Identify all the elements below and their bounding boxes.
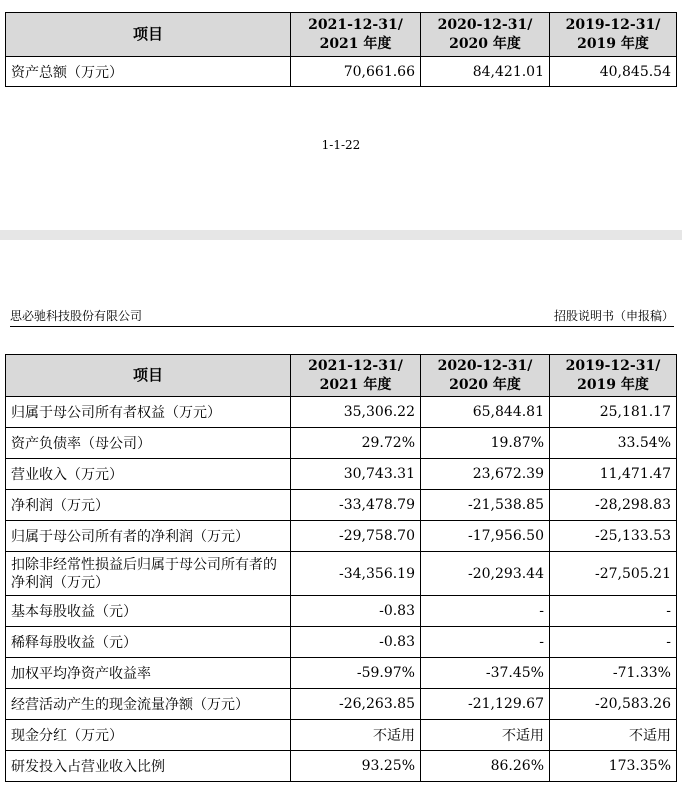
- header-2021: 2021-12-31/ 2021 年度: [291, 355, 421, 397]
- value-2019: 173.35%: [550, 751, 677, 782]
- table-row: [6, 57, 677, 87]
- value-2021: 93.25%: [291, 751, 421, 782]
- row-label: 基本每股收益（元）: [6, 596, 291, 627]
- row-label: 资产负债率（母公司）: [6, 428, 291, 459]
- value-2020: 不适用: [421, 720, 550, 751]
- value-2021: 30,743.31: [291, 459, 421, 490]
- value-2020: 19.87%: [421, 428, 550, 459]
- value-2020: -21,538.85: [421, 490, 550, 521]
- page-number: 1-1-22: [321, 138, 361, 152]
- value-2019: -25,133.53: [550, 521, 677, 552]
- row-label: 研发投入占营业收入比例: [6, 751, 291, 782]
- row-label: 经营活动产生的现金流量净额（万元）: [6, 689, 291, 720]
- value-2019: -27,505.21: [550, 552, 677, 596]
- row-label: 扣除非经常性损益后归属于母公司所有者的净利润（万元）: [6, 552, 291, 596]
- table-row: [6, 397, 677, 428]
- value-2021: -33,478.79: [291, 490, 421, 521]
- value-2020: -: [421, 596, 550, 627]
- value-2020: 23,672.39: [421, 459, 550, 490]
- value-2019: -: [550, 596, 677, 627]
- row-label: 归属于母公司所有者的净利润（万元）: [6, 521, 291, 552]
- value-2019: 40,845.54: [550, 57, 677, 87]
- table-header-row: [6, 355, 677, 397]
- financial-indicators-table: [5, 354, 677, 782]
- row-label: 资产总额（万元）: [6, 57, 291, 87]
- value-2019: 11,471.47: [550, 459, 677, 490]
- value-2021: -34,356.19: [291, 552, 421, 596]
- row-label: 归属于母公司所有者权益（万元）: [6, 397, 291, 428]
- table-row: [6, 627, 677, 658]
- header-item: 项目: [6, 13, 291, 57]
- value-2019: -20,583.26: [550, 689, 677, 720]
- table-header-row: [6, 13, 677, 57]
- value-2020: 86.26%: [421, 751, 550, 782]
- table-row: [6, 459, 677, 490]
- value-2021: -26,263.85: [291, 689, 421, 720]
- value-2020: -: [421, 627, 550, 658]
- value-2021: -0.83: [291, 627, 421, 658]
- value-2021: 29.72%: [291, 428, 421, 459]
- header-item: 项目: [6, 355, 291, 397]
- header-2019: 2019-12-31/ 2019 年度: [550, 13, 677, 57]
- table-row: [6, 428, 677, 459]
- value-2020: -37.45%: [421, 658, 550, 689]
- value-2019: -: [550, 627, 677, 658]
- row-label: 净利润（万元）: [6, 490, 291, 521]
- value-2021: 35,306.22: [291, 397, 421, 428]
- table-row: [6, 552, 677, 596]
- header-2020: 2020-12-31/ 2020 年度: [421, 13, 550, 57]
- value-2020: 84,421.01: [421, 57, 550, 87]
- table-row: [6, 751, 677, 782]
- table-row: [6, 689, 677, 720]
- asset-summary-table: [5, 12, 677, 87]
- document-header: [10, 306, 674, 327]
- table-row: [6, 596, 677, 627]
- company-name: 思必驰科技股份有限公司: [10, 309, 143, 323]
- value-2021: 70,661.66: [291, 57, 421, 87]
- document-type: 招股说明书（申报稿）: [553, 309, 674, 323]
- value-2019: 不适用: [550, 720, 677, 751]
- table-row: [6, 521, 677, 552]
- value-2020: -21,129.67: [421, 689, 550, 720]
- value-2020: 65,844.81: [421, 397, 550, 428]
- page-separator: [0, 230, 682, 240]
- value-2019: -28,298.83: [550, 490, 677, 521]
- row-label: 营业收入（万元）: [6, 459, 291, 490]
- header-2020: 2020-12-31/ 2020 年度: [421, 355, 550, 397]
- header-2019: 2019-12-31/ 2019 年度: [550, 355, 677, 397]
- value-2019: 25,181.17: [550, 397, 677, 428]
- row-label: 现金分红（万元）: [6, 720, 291, 751]
- value-2021: 不适用: [291, 720, 421, 751]
- row-label: 加权平均净资产收益率: [6, 658, 291, 689]
- table-row: [6, 720, 677, 751]
- row-label: 稀释每股收益（元）: [6, 627, 291, 658]
- value-2019: -71.33%: [550, 658, 677, 689]
- table-row: [6, 490, 677, 521]
- value-2020: -20,293.44: [421, 552, 550, 596]
- table-row: [6, 658, 677, 689]
- value-2021: -59.97%: [291, 658, 421, 689]
- value-2021: -29,758.70: [291, 521, 421, 552]
- value-2019: 33.54%: [550, 428, 677, 459]
- value-2021: -0.83: [291, 596, 421, 627]
- header-2021: 2021-12-31/ 2021 年度: [291, 13, 421, 57]
- value-2020: -17,956.50: [421, 521, 550, 552]
